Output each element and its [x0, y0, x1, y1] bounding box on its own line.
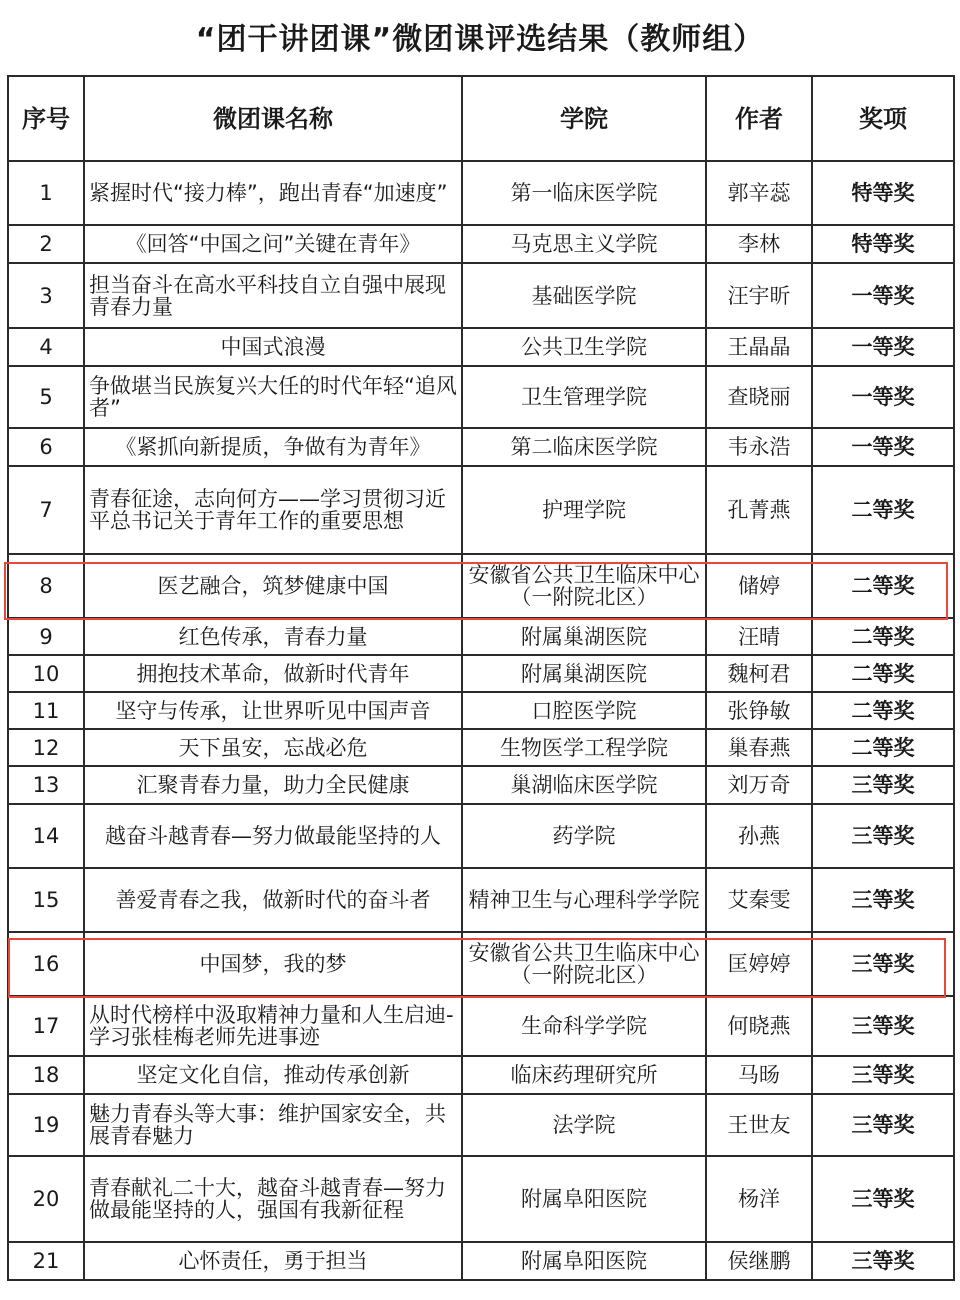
table-row	[8, 263, 954, 328]
table-row	[8, 161, 954, 225]
cell-author: 孙燕	[706, 804, 812, 868]
table-row	[8, 932, 954, 996]
cell-course-name: 《紧抓向新提质，争做有为青年》	[84, 428, 462, 466]
cell-award: 一等奖	[812, 366, 954, 428]
cell-no: 21	[8, 1242, 84, 1280]
cell-college: 附属巢湖医院	[462, 618, 706, 655]
table-row	[8, 1242, 954, 1280]
cell-college: 附属阜阳医院	[462, 1156, 706, 1242]
table-row	[8, 1094, 954, 1156]
cell-award: 三等奖	[812, 1156, 954, 1242]
cell-course-name: 医艺融合，筑梦健康中国	[84, 554, 462, 618]
cell-course-name: 中国式浪漫	[84, 328, 462, 366]
cell-course-name: 红色传承，青春力量	[84, 618, 462, 655]
cell-course-name: 坚定文化自信，推动传承创新	[84, 1056, 462, 1094]
cell-author: 李林	[706, 225, 812, 263]
cell-course-name: 从时代榜样中汲取精神力量和人生启迪-学习张桂梅老师先进事迹	[84, 996, 462, 1056]
table-row	[8, 1056, 954, 1094]
cell-author: 魏柯君	[706, 655, 812, 692]
cell-award: 三等奖	[812, 932, 954, 996]
results-table	[7, 75, 955, 1281]
cell-course-name: 中国梦，我的梦	[84, 932, 462, 996]
cell-no: 2	[8, 225, 84, 263]
cell-author: 张铮敏	[706, 692, 812, 729]
cell-author: 刘万奇	[706, 766, 812, 804]
cell-college: 马克思主义学院	[462, 225, 706, 263]
cell-author: 查晓丽	[706, 366, 812, 428]
cell-course-name: 心怀责任，勇于担当	[84, 1242, 462, 1280]
cell-college: 生命科学学院	[462, 996, 706, 1056]
cell-college: 安徽省公共卫生临床中心（一附院北区）	[462, 554, 706, 618]
cell-no: 3	[8, 263, 84, 328]
cell-course-name: 青春征途，志向何方——学习贯彻习近平总书记关于青年工作的重要思想	[84, 466, 462, 554]
cell-course-name: 争做堪当民族复兴大任的时代年轻“追风者”	[84, 366, 462, 428]
cell-award: 一等奖	[812, 328, 954, 366]
table-row	[8, 328, 954, 366]
cell-award: 特等奖	[812, 225, 954, 263]
cell-no: 11	[8, 692, 84, 729]
cell-award: 二等奖	[812, 692, 954, 729]
cell-award: 三等奖	[812, 766, 954, 804]
cell-author: 艾秦雯	[706, 868, 812, 932]
cell-college: 口腔医学院	[462, 692, 706, 729]
cell-college: 卫生管理学院	[462, 366, 706, 428]
cell-college: 第二临床医学院	[462, 428, 706, 466]
table-row	[8, 996, 954, 1056]
table-row	[8, 1156, 954, 1242]
cell-no: 19	[8, 1094, 84, 1156]
cell-award: 二等奖	[812, 655, 954, 692]
cell-author: 马旸	[706, 1056, 812, 1094]
header-no: 序号	[8, 76, 84, 161]
cell-college: 临床药理研究所	[462, 1056, 706, 1094]
cell-college: 药学院	[462, 804, 706, 868]
cell-no: 7	[8, 466, 84, 554]
cell-author: 孔菁燕	[706, 466, 812, 554]
cell-college: 护理学院	[462, 466, 706, 554]
cell-award: 二等奖	[812, 618, 954, 655]
table-row	[8, 618, 954, 655]
table-row	[8, 868, 954, 932]
cell-award: 二等奖	[812, 729, 954, 766]
table-row	[8, 804, 954, 868]
cell-college: 巢湖临床医学院	[462, 766, 706, 804]
cell-college: 法学院	[462, 1094, 706, 1156]
cell-college: 安徽省公共卫生临床中心（一附院北区）	[462, 932, 706, 996]
header-author: 作者	[706, 76, 812, 161]
cell-author: 韦永浩	[706, 428, 812, 466]
table-row	[8, 466, 954, 554]
cell-no: 9	[8, 618, 84, 655]
cell-college: 精神卫生与心理科学学院	[462, 868, 706, 932]
page-title: “团干讲团课”微团课评选结果（教师组）	[195, 22, 765, 57]
cell-course-name: 善爱青春之我，做新时代的奋斗者	[84, 868, 462, 932]
cell-no: 18	[8, 1056, 84, 1094]
cell-college: 公共卫生学院	[462, 328, 706, 366]
cell-course-name: 汇聚青春力量，助力全民健康	[84, 766, 462, 804]
cell-course-name: 担当奋斗在高水平科技自立自强中展现青春力量	[84, 263, 462, 328]
table-row	[8, 729, 954, 766]
cell-award: 二等奖	[812, 554, 954, 618]
cell-no: 15	[8, 868, 84, 932]
table-row	[8, 692, 954, 729]
cell-course-name: 《回答“中国之问”关键在青年》	[84, 225, 462, 263]
cell-author: 杨洋	[706, 1156, 812, 1242]
cell-college: 生物医学工程学院	[462, 729, 706, 766]
cell-no: 20	[8, 1156, 84, 1242]
cell-award: 特等奖	[812, 161, 954, 225]
cell-course-name: 青春献礼二十大，越奋斗越青春—努力做最能坚持的人，强国有我新征程	[84, 1156, 462, 1242]
cell-course-name: 拥抱技术革命，做新时代青年	[84, 655, 462, 692]
cell-course-name: 魅力青春头等大事：维护国家安全，共展青春魅力	[84, 1094, 462, 1156]
cell-author: 汪宇昕	[706, 263, 812, 328]
cell-no: 14	[8, 804, 84, 868]
cell-award: 一等奖	[812, 428, 954, 466]
cell-author: 郭辛蕊	[706, 161, 812, 225]
cell-award: 三等奖	[812, 804, 954, 868]
header-award: 奖项	[812, 76, 954, 161]
cell-award: 三等奖	[812, 1242, 954, 1280]
cell-author: 王世友	[706, 1094, 812, 1156]
cell-author: 巢春燕	[706, 729, 812, 766]
cell-college: 第一临床医学院	[462, 161, 706, 225]
cell-author: 储婷	[706, 554, 812, 618]
table-row	[8, 655, 954, 692]
table-row	[8, 766, 954, 804]
cell-no: 16	[8, 932, 84, 996]
cell-award: 一等奖	[812, 263, 954, 328]
cell-course-name: 紧握时代“接力棒”，跑出青春“加速度”	[84, 161, 462, 225]
cell-author: 匡婷婷	[706, 932, 812, 996]
cell-no: 5	[8, 366, 84, 428]
table-row	[8, 225, 954, 263]
cell-award: 三等奖	[812, 1056, 954, 1094]
cell-course-name: 越奋斗越青春—努力做最能坚持的人	[84, 804, 462, 868]
cell-no: 8	[8, 554, 84, 618]
cell-author: 汪晴	[706, 618, 812, 655]
table-row	[8, 366, 954, 428]
cell-award: 二等奖	[812, 466, 954, 554]
header-name: 微团课名称	[84, 76, 462, 161]
cell-no: 6	[8, 428, 84, 466]
cell-no: 1	[8, 161, 84, 225]
cell-course-name: 天下虽安，忘战必危	[84, 729, 462, 766]
cell-award: 三等奖	[812, 868, 954, 932]
cell-no: 13	[8, 766, 84, 804]
cell-no: 4	[8, 328, 84, 366]
cell-author: 侯继鹏	[706, 1242, 812, 1280]
table-row	[8, 554, 954, 618]
cell-no: 17	[8, 996, 84, 1056]
cell-no: 12	[8, 729, 84, 766]
header-row	[8, 76, 954, 161]
header-college: 学院	[462, 76, 706, 161]
cell-college: 附属巢湖医院	[462, 655, 706, 692]
cell-award: 三等奖	[812, 1094, 954, 1156]
cell-college: 基础医学院	[462, 263, 706, 328]
cell-course-name: 坚守与传承，让世界听见中国声音	[84, 692, 462, 729]
cell-award: 三等奖	[812, 996, 954, 1056]
cell-college: 附属阜阳医院	[462, 1242, 706, 1280]
cell-author: 王晶晶	[706, 328, 812, 366]
cell-no: 10	[8, 655, 84, 692]
cell-author: 何晓燕	[706, 996, 812, 1056]
table-row	[8, 428, 954, 466]
